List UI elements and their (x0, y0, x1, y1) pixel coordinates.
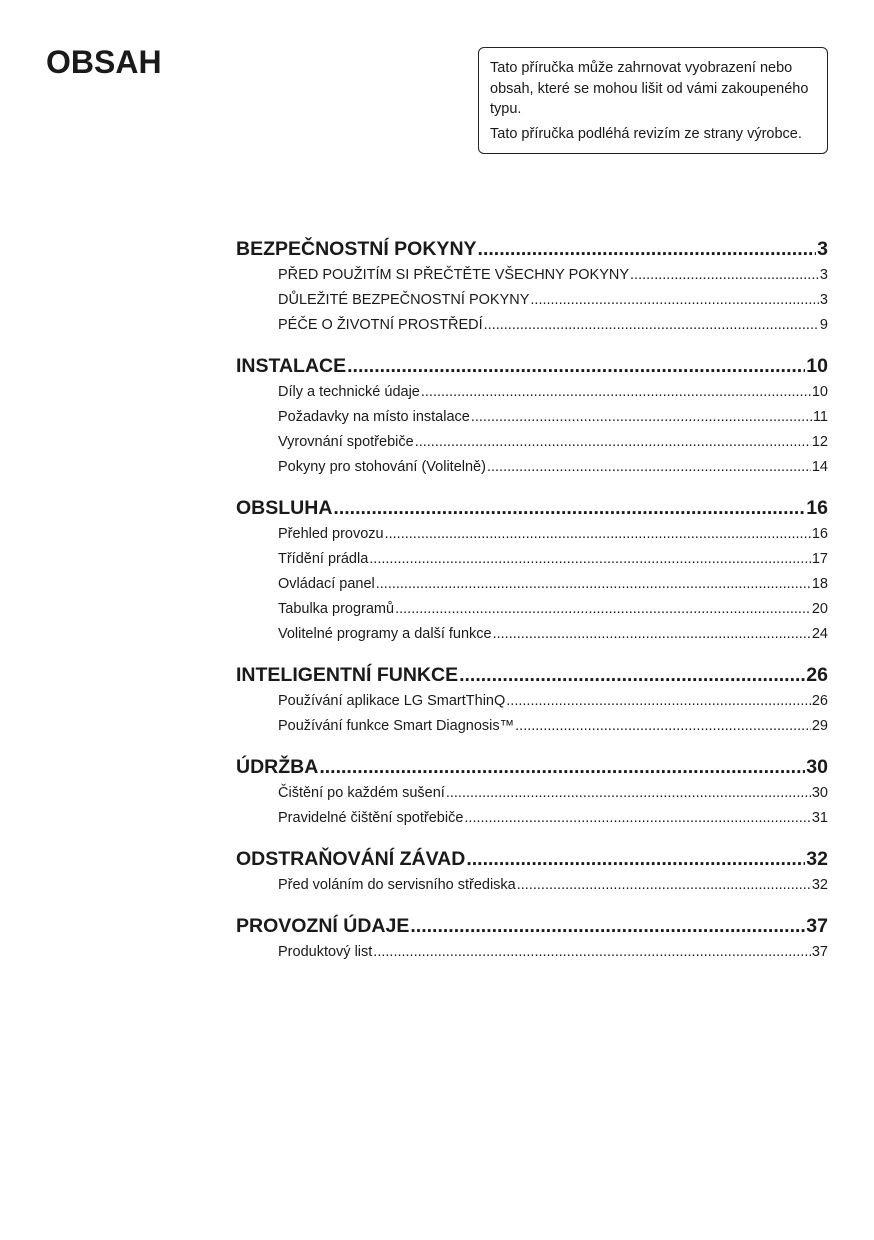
dot-leader (515, 714, 811, 739)
toc-section-page: 37 (806, 915, 828, 937)
toc-entry-page: 3 (819, 292, 828, 308)
toc-entry-label: Před voláním do servisního střediska (278, 877, 516, 893)
toc-section-heading[interactable] (236, 846, 828, 872)
toc-entry[interactable] (236, 622, 828, 647)
table-of-contents (236, 236, 828, 980)
dot-leader (530, 288, 819, 313)
dot-leader (464, 806, 810, 831)
toc-section-page: 26 (806, 664, 828, 686)
dot-leader (466, 846, 805, 872)
dot-leader (347, 353, 805, 379)
toc-entry-page: 16 (811, 526, 828, 542)
toc-entry-page: 12 (811, 434, 828, 450)
dot-leader (506, 689, 811, 714)
dot-leader (478, 236, 817, 262)
toc-section-title: INSTALACE (236, 355, 347, 377)
toc-entry-page: 37 (811, 944, 828, 960)
toc-entry[interactable] (236, 313, 828, 338)
toc-entry-label: DŮLEŽITÉ BEZPEČNOSTNÍ POKYNY (278, 292, 530, 308)
toc-section-title: INTELIGENTNÍ FUNKCE (236, 664, 459, 686)
dot-leader (493, 622, 811, 647)
toc-section-page: 32 (806, 848, 828, 870)
toc-entry[interactable] (236, 572, 828, 597)
toc-entry-label: PÉČE O ŽIVOTNÍ PROSTŘEDÍ (278, 317, 483, 333)
toc-section (236, 495, 828, 647)
toc-section-heading[interactable] (236, 662, 828, 688)
toc-section-page: 3 (817, 238, 828, 260)
dot-leader (385, 522, 811, 547)
notice-text-2: Tato příručka podléhá revizím ze strany výrobce. (490, 125, 802, 142)
dot-leader (410, 913, 805, 939)
toc-entry-label: Třídění prádla (278, 551, 369, 567)
toc-section-heading[interactable] (236, 754, 828, 780)
toc-section (236, 846, 828, 898)
toc-entry-page: 9 (819, 317, 828, 333)
toc-entry[interactable] (236, 689, 828, 714)
toc-section-title: ODSTRAŇOVÁNÍ ZÁVAD (236, 848, 466, 870)
page-title: OBSAH (46, 44, 162, 80)
toc-entry[interactable] (236, 455, 828, 480)
toc-entry-label: Ovládací panel (278, 576, 375, 592)
dot-leader (373, 940, 811, 965)
toc-section (236, 353, 828, 480)
dot-leader (395, 597, 811, 622)
toc-entry-label: Tabulka programů (278, 601, 395, 617)
dot-leader (487, 455, 811, 480)
notice-box (478, 47, 828, 154)
toc-entry-page: 14 (811, 459, 828, 475)
toc-section-title: OBSLUHA (236, 497, 333, 519)
toc-entry-label: PŘED POUŽITÍM SI PŘEČTĚTE VŠECHNY POKYNY (278, 267, 630, 283)
toc-entry[interactable] (236, 405, 828, 430)
toc-section (236, 662, 828, 739)
toc-entry-page: 30 (811, 785, 828, 801)
toc-entry-page: 31 (811, 810, 828, 826)
toc-section-page: 30 (806, 756, 828, 778)
toc-section (236, 913, 828, 965)
toc-entry[interactable] (236, 288, 828, 313)
dot-leader (517, 873, 811, 898)
toc-section-title: PROVOZNÍ ÚDAJE (236, 915, 410, 937)
toc-entry[interactable] (236, 380, 828, 405)
toc-section-heading[interactable] (236, 913, 828, 939)
toc-entry-page: 18 (811, 576, 828, 592)
toc-entry-page: 26 (811, 693, 828, 709)
toc-entry-page: 3 (819, 267, 828, 283)
toc-entry-page: 20 (811, 601, 828, 617)
dot-leader (369, 547, 811, 572)
toc-entry-page: 32 (811, 877, 828, 893)
toc-entry-label: Požadavky na místo instalace (278, 409, 470, 425)
toc-entry-page: 10 (811, 384, 828, 400)
toc-entry-page: 29 (811, 718, 828, 734)
dot-leader (459, 662, 805, 688)
dot-leader (319, 754, 805, 780)
toc-entry-label: Používání aplikace LG SmartThinQ (278, 693, 506, 709)
toc-entry[interactable] (236, 806, 828, 831)
toc-section-title: ÚDRŽBA (236, 756, 319, 778)
toc-entry-label: Používání funkce Smart Diagnosis™ (278, 718, 515, 734)
dot-leader (421, 380, 811, 405)
toc-entry-label: Produktový list (278, 944, 373, 960)
toc-section-heading[interactable] (236, 236, 828, 262)
toc-section-page: 16 (806, 497, 828, 519)
dot-leader (446, 781, 811, 806)
toc-section (236, 236, 828, 338)
toc-entry[interactable] (236, 781, 828, 806)
toc-section-page: 10 (806, 355, 828, 377)
toc-entry[interactable] (236, 873, 828, 898)
toc-section (236, 754, 828, 831)
dot-leader (333, 495, 805, 521)
toc-entry[interactable] (236, 714, 828, 739)
dot-leader (376, 572, 811, 597)
toc-entry[interactable] (236, 522, 828, 547)
toc-entry-label: Volitelné programy a další funkce (278, 626, 492, 642)
toc-entry[interactable] (236, 430, 828, 455)
dot-leader (415, 430, 811, 455)
toc-section-heading[interactable] (236, 353, 828, 379)
dot-leader (630, 263, 819, 288)
toc-entry-label: Přehled provozu (278, 526, 384, 542)
toc-entry[interactable] (236, 940, 828, 965)
toc-entry[interactable] (236, 263, 828, 288)
toc-entry-label: Čištění po každém sušení (278, 785, 445, 801)
toc-section-title: BEZPEČNOSTNÍ POKYNY (236, 238, 477, 260)
dot-leader (484, 313, 819, 338)
toc-entry-label: Díly a technické údaje (278, 384, 420, 400)
toc-entry-label: Pravidelné čištění spotřebiče (278, 810, 464, 826)
toc-entry-label: Vyrovnání spotřebiče (278, 434, 414, 450)
notice-text-1: Tato příručka může zahrnovat vyobrazení nebo obsah, které se mohou lišit od vámi zakoupeného typu. (490, 60, 809, 117)
toc-entry-page: 11 (812, 409, 828, 425)
toc-entry-label: Pokyny pro stohování (Volitelně) (278, 459, 486, 475)
toc-entry-page: 24 (811, 626, 828, 642)
toc-entry-page: 17 (811, 551, 828, 567)
toc-entry[interactable] (236, 597, 828, 622)
toc-section-heading[interactable] (236, 495, 828, 521)
toc-entry[interactable] (236, 547, 828, 572)
dot-leader (471, 405, 812, 430)
